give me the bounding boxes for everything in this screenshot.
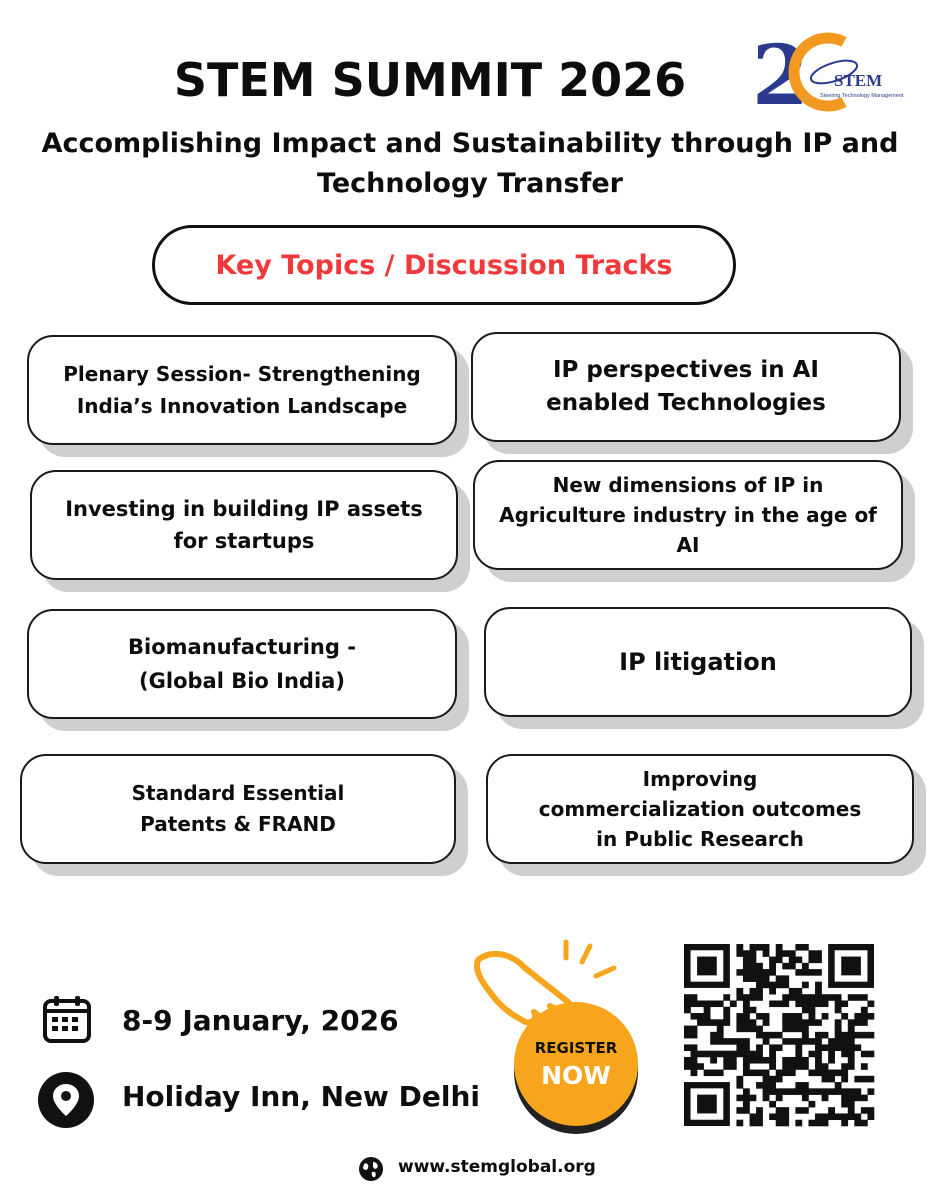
topic-text: Improving [642,767,758,791]
topic-text: Patents & FRAND [140,812,336,836]
topic-text: AI [676,533,700,557]
calendar-icon [42,994,92,1044]
page-title: STEM SUMMIT 2026 [173,53,687,107]
svg-text:Steering Technology Management: Steering Technology Management [820,93,904,99]
topic-text: IP litigation [619,648,777,676]
globe-icon [358,1156,384,1182]
qr-code[interactable] [684,944,874,1126]
topic-text: New dimensions of IP in [552,473,824,497]
event-date: 8-9 January, 2026 [122,1004,399,1037]
register-label: REGISTER [534,1038,618,1057]
topic-text: IP perspectives in AI [552,357,819,383]
topic-text: Agriculture industry in the age of [499,503,877,527]
topic-card [484,607,912,717]
topic-card [27,335,457,445]
subtitle-line-1: Accomplishing Impact and Sustainability through IP and [41,128,899,159]
topic-text: Plenary Session- Strengthening [63,362,421,386]
topic-text: enabled Technologies [546,390,826,416]
event-venue: Holiday Inn, New Delhi [122,1080,481,1113]
svg-text:2: 2 [752,28,810,124]
topic-card [20,754,456,864]
topic-card [471,332,901,442]
topic-card [30,470,458,580]
svg-text:STEM: STEM [834,71,883,90]
topic-text: commercialization outcomes [538,797,862,821]
topic-text: in Public Research [596,827,804,851]
page-subtitle [30,124,910,204]
topic-text: for startups [173,529,315,553]
subtitle-line-2: Technology Transfer [317,168,623,199]
location-pin-icon [38,1072,94,1128]
topic-card [27,609,457,719]
website-link[interactable]: www.stemglobal.org [398,1157,596,1177]
topic-text: (Global Bio India) [139,669,345,693]
register-now-label: NOW [541,1060,611,1090]
section-heading: Key Topics / Discussion Tracks [152,225,736,305]
topic-card [486,754,914,864]
topic-text: Investing in building IP assets [65,497,423,521]
topic-text: India’s Innovation Landscape [76,394,408,418]
topic-text: Standard Essential [131,781,345,805]
stem-logo [752,28,904,124]
register-now-button[interactable] [514,1002,638,1126]
topic-card [473,460,903,570]
topic-text: Biomanufacturing - [128,635,356,659]
